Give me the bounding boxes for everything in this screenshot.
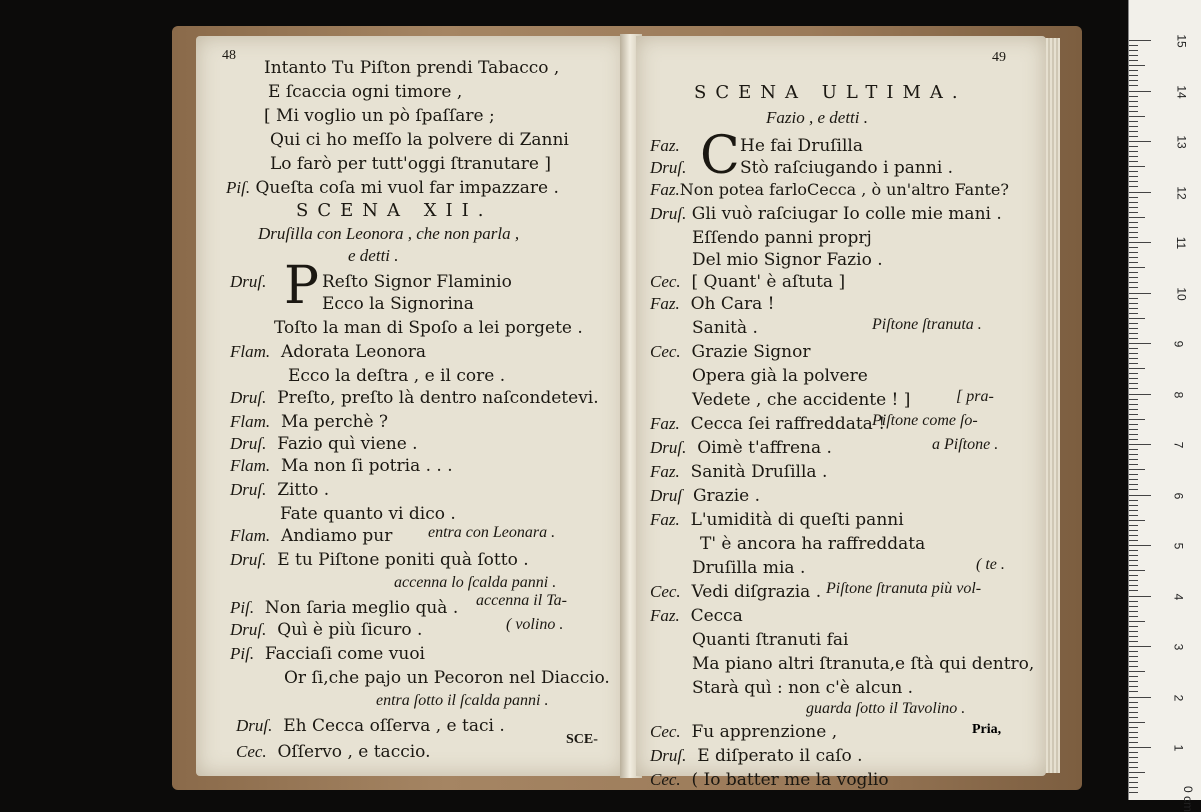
- ruler-tick: [1129, 237, 1138, 238]
- speaker-line: Faz. L'umidità di queſti panni: [650, 510, 904, 530]
- ruler-number: 11: [1174, 236, 1189, 250]
- ruler-tick: [1129, 489, 1138, 490]
- speaker-line: Druſ. Preſto, preſto là dentro naſcondetevi.: [230, 388, 599, 408]
- ruler-tick: [1129, 333, 1138, 334]
- ruler-tick: [1129, 40, 1151, 41]
- speaker-line: Piſ. Facciaſi come vuoi: [230, 644, 425, 664]
- speaker-line: Druſ. E tu Piſtone poniti quà ſotto .: [230, 550, 529, 570]
- ruler-tick: [1129, 621, 1145, 622]
- ruler-tick: [1129, 404, 1138, 405]
- ruler-number: 3: [1171, 643, 1186, 651]
- ruler-tick: [1129, 550, 1138, 551]
- speaker-line: Druſ. E diſperato il caſo .: [650, 746, 863, 766]
- stage-direction: Piſtone ſtranuta .: [872, 316, 982, 333]
- ruler-tick: [1129, 161, 1138, 162]
- scene-heading: SCENA ULTIMA.: [694, 82, 967, 103]
- ruler-tick: [1129, 121, 1138, 122]
- ruler-tick: [1129, 116, 1145, 117]
- ruler-tick: [1129, 197, 1138, 198]
- scene-characters: Druſilla con Leonora , che non parla ,: [258, 224, 520, 243]
- ruler-tick: [1129, 449, 1138, 450]
- ruler-tick: [1129, 661, 1138, 662]
- ruler-tick: [1129, 353, 1138, 354]
- ruler-tick: [1129, 424, 1138, 425]
- ruler-tick: [1129, 308, 1138, 309]
- ruler-tick: [1129, 409, 1138, 410]
- speaker-line: Druſ. Gli vuò raſciugar Io colle mie mani .: [650, 204, 1002, 224]
- ruler-tick: [1129, 510, 1138, 511]
- ruler-tick: [1129, 399, 1138, 400]
- ruler-tick: [1129, 525, 1138, 526]
- verse-line: Lo farò per tutt'oggi ſtranutare ]: [270, 154, 552, 174]
- ruler-tick: [1129, 262, 1138, 263]
- ruler-tick: [1129, 383, 1138, 384]
- page-edges: [1044, 38, 1060, 773]
- ruler-tick: [1129, 646, 1151, 647]
- ruler-tick: [1129, 358, 1138, 359]
- ruler-tick: [1129, 96, 1138, 97]
- ruler-tick: [1129, 207, 1138, 208]
- ruler-tick: [1129, 156, 1138, 157]
- ruler-tick: [1129, 570, 1145, 571]
- ruler-tick: [1129, 434, 1138, 435]
- ruler-tick: [1129, 91, 1151, 92]
- ruler-tick: [1129, 651, 1138, 652]
- stage-direction: guarda ſotto il Tavolino .: [806, 700, 966, 717]
- ruler-tick: [1129, 227, 1138, 228]
- ruler-tick: [1129, 388, 1138, 389]
- ruler-tick: [1129, 106, 1138, 107]
- ruler-tick: [1129, 676, 1138, 677]
- ruler-tick: [1129, 444, 1151, 445]
- drop-cap: P: [284, 256, 319, 316]
- ruler-tick: [1129, 439, 1138, 440]
- ruler-tick: [1129, 242, 1151, 243]
- speaker-line: Druſ. Oimè t'affrena .: [650, 438, 832, 458]
- ruler-tick: [1129, 75, 1138, 76]
- ruler-tick: [1129, 545, 1151, 546]
- measurement-ruler: [1128, 0, 1201, 812]
- ruler-tick: [1129, 257, 1138, 258]
- ruler-tick: [1129, 590, 1138, 591]
- ruler-tick: [1129, 60, 1138, 61]
- ruler-tick: [1129, 580, 1138, 581]
- speaker-line: Faz. Sanità Druſilla .: [650, 462, 828, 482]
- ruler-tick: [1129, 505, 1138, 506]
- ruler-tick: [1129, 343, 1151, 344]
- ruler-tick: [1129, 515, 1138, 516]
- ruler-tick: [1129, 151, 1138, 152]
- ruler-tick: [1129, 626, 1138, 627]
- ruler-tick: [1129, 742, 1138, 743]
- speaker-line: Faz.Non potea farloCecca , ò un'altro Fante?: [650, 180, 1009, 199]
- ruler-tick: [1129, 560, 1138, 561]
- ruler-tick: [1129, 747, 1151, 748]
- ruler-tick: [1129, 656, 1138, 657]
- ruler-tick: [1129, 792, 1138, 793]
- speaker-line: Cec. ( Io batter me la voglio: [650, 770, 889, 790]
- ruler-tick: [1129, 101, 1138, 102]
- ruler-tick: [1129, 717, 1138, 718]
- dialogue-line: Toſto la man di Spoſo a lei porgete .: [274, 318, 583, 338]
- ruler-tick: [1129, 474, 1138, 475]
- ruler-tick: [1129, 601, 1138, 602]
- ruler-tick: [1129, 247, 1138, 248]
- ruler-tick: [1129, 535, 1138, 536]
- ruler-tick: [1129, 394, 1151, 395]
- ruler-tick: [1129, 313, 1138, 314]
- ruler-tick: [1129, 495, 1151, 496]
- stage-direction: Piſtone come ſo-: [872, 412, 978, 429]
- ruler-tick: [1129, 787, 1138, 788]
- drop-cap: C: [700, 126, 740, 186]
- dialogue-line: T' è ancora ha raffreddata: [700, 534, 926, 554]
- stage-direction: ( volino .: [506, 616, 564, 633]
- dialogue-line: Vedete , che accidente ! ]: [692, 390, 911, 410]
- speaker-line: Faz.: [650, 136, 680, 155]
- ruler-tick: [1129, 606, 1138, 607]
- ruler-tick: [1129, 318, 1145, 319]
- ruler-tick: [1129, 671, 1145, 672]
- speaker-line: Flam. Andiamo pur: [230, 526, 393, 546]
- speaker-line: Flam. Ma non ſi potria . . .: [230, 456, 453, 476]
- ruler-tick: [1129, 419, 1145, 420]
- dialogue-line: Eſſendo panni proprj: [692, 228, 872, 248]
- ruler-tick: [1129, 192, 1151, 193]
- speaker-line: Druſ Grazie .: [650, 486, 761, 506]
- ruler-number: 1: [1171, 744, 1186, 752]
- speaker-line: Flam. Ma perchè ?: [230, 412, 389, 432]
- ruler-tick: [1129, 146, 1138, 147]
- ruler-tick: [1129, 252, 1138, 253]
- dialogue-line: Del mio Signor Fazio .: [692, 250, 883, 270]
- speaker-line: Faz. Cecca ſei raffreddata !: [650, 414, 886, 434]
- scene-characters: e detti .: [348, 246, 399, 265]
- scene-characters: Fazio , e detti .: [766, 108, 868, 127]
- ruler-tick: [1129, 707, 1138, 708]
- ruler-tick: [1129, 267, 1145, 268]
- ruler-number: 8: [1171, 391, 1186, 398]
- speaker-line: Druſ. Quì è più ſicuro .: [230, 620, 423, 640]
- ruler-number: 10: [1174, 286, 1189, 301]
- ruler-tick: [1129, 616, 1138, 617]
- verse-line: E ſcaccia ogni timore ,: [268, 82, 463, 102]
- ruler-tick: [1129, 762, 1138, 763]
- speaker-line: Druſ.: [230, 272, 267, 291]
- verse-line: Intanto Tu Piſton prendi Tabacco ,: [264, 58, 560, 78]
- ruler-number: 7: [1171, 441, 1186, 449]
- ruler-tick: [1129, 782, 1138, 783]
- speaker-line: Flam. Adorata Leonora: [230, 342, 427, 362]
- ruler-tick: [1129, 575, 1138, 576]
- ruler-number: 12: [1174, 185, 1189, 200]
- dialogue-line: Ecco la deſtra , e il core .: [288, 366, 506, 386]
- ruler-tick: [1129, 454, 1138, 455]
- ruler-tick: [1129, 429, 1138, 430]
- ruler-tick: [1129, 469, 1145, 470]
- speaker-line: Cec. Vedi diſgrazia .: [650, 582, 822, 602]
- speaker-line: Faz. Oh Cara !: [650, 294, 775, 314]
- speaker-line: Druſ. Zitto .: [230, 480, 330, 500]
- ruler-tick: [1129, 171, 1138, 172]
- dialogue-line: He fai Druſilla: [740, 136, 864, 156]
- ruler-tick: [1129, 565, 1138, 566]
- dialogue-line: Sanità .: [692, 318, 758, 338]
- ruler-tick: [1129, 752, 1138, 753]
- ruler-tick: [1129, 166, 1145, 167]
- speaker-line: Cec. Grazie Signor: [650, 342, 811, 362]
- ruler-tick: [1129, 181, 1138, 182]
- ruler-tick: [1129, 378, 1138, 379]
- dialogue-line: Fate quanto vi dico .: [280, 504, 456, 524]
- stage-direction: [ pra-: [956, 388, 994, 405]
- ruler-tick: [1129, 611, 1138, 612]
- ruler-tick: [1129, 348, 1138, 349]
- dialogue-line: Ma piano altri ſtranuta,e ſtà qui dentro,: [692, 654, 1035, 674]
- ruler-tick: [1129, 540, 1138, 541]
- ruler-tick: [1129, 212, 1138, 213]
- ruler-tick: [1129, 368, 1145, 369]
- verse-line: Qui ci ho meſſo la polvere di Zanni: [270, 130, 569, 150]
- ruler-tick: [1129, 373, 1138, 374]
- catchword: Pria,: [972, 722, 1002, 737]
- speaker-line: Cec. Fu apprenzione ,: [650, 722, 838, 742]
- ruler-tick: [1129, 596, 1151, 597]
- stage-direction: a Piſtone .: [932, 436, 999, 453]
- dialogue-line: Druſilla mia .: [692, 558, 806, 578]
- ruler-tick: [1129, 777, 1138, 778]
- ruler-tick: [1129, 691, 1138, 692]
- ruler-number: 14: [1174, 84, 1189, 99]
- ruler-tick: [1129, 737, 1138, 738]
- speaker-line: Cec. Oſſervo , e taccio.: [236, 742, 431, 762]
- ruler-tick: [1129, 50, 1138, 51]
- ruler-tick: [1129, 681, 1138, 682]
- ruler-tick: [1129, 293, 1151, 294]
- ruler-number: 2: [1171, 694, 1186, 701]
- ruler-tick: [1129, 338, 1138, 339]
- ruler-number: 13: [1174, 135, 1189, 149]
- scene-heading: SCENA XII.: [296, 200, 493, 221]
- ruler-tick: [1129, 328, 1138, 329]
- ruler-tick: [1129, 282, 1138, 283]
- ruler-number: 4: [1171, 593, 1186, 600]
- speaker-line: Faz. Cecca: [650, 606, 743, 626]
- ruler-tick: [1129, 186, 1138, 187]
- ruler-tick: [1129, 277, 1138, 278]
- dialogue-line: Starà quì : non c'è alcun .: [692, 678, 914, 698]
- ruler-tick: [1129, 217, 1145, 218]
- ruler-tick: [1129, 272, 1138, 273]
- ruler-tick: [1129, 141, 1151, 142]
- speaker-line: Druſ.: [650, 158, 687, 177]
- ruler-tick: [1129, 686, 1138, 687]
- ruler-tick: [1129, 697, 1151, 698]
- ruler-tick: [1129, 500, 1138, 501]
- ruler-tick: [1129, 65, 1145, 66]
- stage-direction: Piſtone ſtranuta più vol-: [826, 580, 982, 597]
- ruler-tick: [1129, 555, 1138, 556]
- ruler-tick: [1129, 530, 1138, 531]
- ruler-number: 6: [1171, 492, 1186, 499]
- ruler-tick: [1129, 323, 1138, 324]
- ruler-tick: [1129, 55, 1138, 56]
- ruler-tick: [1129, 298, 1138, 299]
- stage-direction: ( te .: [976, 556, 1005, 573]
- left-page: [196, 36, 626, 776]
- ruler-tick: [1129, 414, 1138, 415]
- stage-direction: accenna lo ſcalda panni .: [394, 574, 557, 591]
- dialogue-line: Stò raſciugando i panni .: [740, 158, 954, 178]
- ruler-tick: [1129, 70, 1138, 71]
- dialogue-line: Ecco la Signorina: [322, 294, 474, 314]
- speaker-line: Druſ. Fazio quì viene .: [230, 434, 418, 454]
- ruler-tick: [1129, 287, 1138, 288]
- ruler-tick: [1129, 712, 1138, 713]
- ruler-tick: [1129, 636, 1138, 637]
- verse-line: [ Mi voglio un pò ſpaſſare ;: [264, 106, 495, 126]
- ruler-tick: [1129, 757, 1138, 758]
- right-page: [636, 36, 1046, 790]
- speaker-line: Druſ. Eh Cecca oſſerva , e taci .: [236, 716, 505, 736]
- ruler-tick: [1129, 767, 1138, 768]
- ruler-tick: [1129, 772, 1145, 773]
- ruler-tick: [1129, 303, 1138, 304]
- speaker-line: Piſ. Non ſaria meglio quà .: [230, 598, 459, 618]
- ruler-tick: [1129, 722, 1145, 723]
- ruler-tick: [1129, 585, 1138, 586]
- dialogue-line: Reſto Signor Flaminio: [322, 272, 512, 292]
- ruler-tick: [1129, 702, 1138, 703]
- ruler-tick: [1129, 459, 1138, 460]
- page-number: 49: [992, 50, 1006, 65]
- ruler-tick: [1129, 202, 1138, 203]
- ruler-tick: [1129, 641, 1138, 642]
- ruler-number: 9: [1171, 340, 1186, 348]
- ruler-tick: [1129, 232, 1138, 233]
- ruler-tick: [1129, 631, 1138, 632]
- catchword: SCE-: [566, 732, 598, 747]
- ruler-number: 5: [1171, 542, 1186, 550]
- ruler-tick: [1129, 85, 1138, 86]
- ruler-tick: [1129, 111, 1138, 112]
- ruler-tick: [1129, 363, 1138, 364]
- ruler-tick: [1129, 176, 1138, 177]
- ruler-tick: [1129, 222, 1138, 223]
- ruler-tick: [1129, 136, 1138, 137]
- ruler-tick: [1129, 732, 1138, 733]
- ruler-tick: [1129, 126, 1138, 127]
- ruler-number: 15: [1174, 34, 1189, 48]
- dialogue-line: Quanti ſtranuti fai: [692, 630, 849, 650]
- ruler-tick: [1129, 479, 1138, 480]
- speaker-line: Cec. [ Quant' è aſtuta ]: [650, 272, 846, 292]
- ruler-tick: [1129, 45, 1138, 46]
- ruler-tick: [1129, 727, 1138, 728]
- stage-direction: accenna il Ta-: [476, 592, 567, 609]
- dialogue-line: Or ſi,che pajo un Pecoron nel Diaccio.: [284, 668, 610, 688]
- ruler-tick: [1129, 666, 1138, 667]
- verse-line: Piſ. Queſta coſa mi vuol far impazzare .: [226, 178, 559, 198]
- dialogue-line: Opera già la polvere: [692, 366, 868, 386]
- ruler-tick: [1129, 484, 1138, 485]
- ruler-tick: [1129, 131, 1138, 132]
- stage-direction: entra ſotto il ſcalda panni .: [376, 692, 549, 709]
- ruler-tick: [1129, 464, 1138, 465]
- ruler-tick: [1129, 520, 1145, 521]
- ruler-tick: [1129, 80, 1138, 81]
- page-number: 48: [222, 48, 236, 63]
- ruler-number: 0 cm: [1181, 785, 1195, 812]
- stage-direction: entra con Leonara .: [428, 524, 556, 541]
